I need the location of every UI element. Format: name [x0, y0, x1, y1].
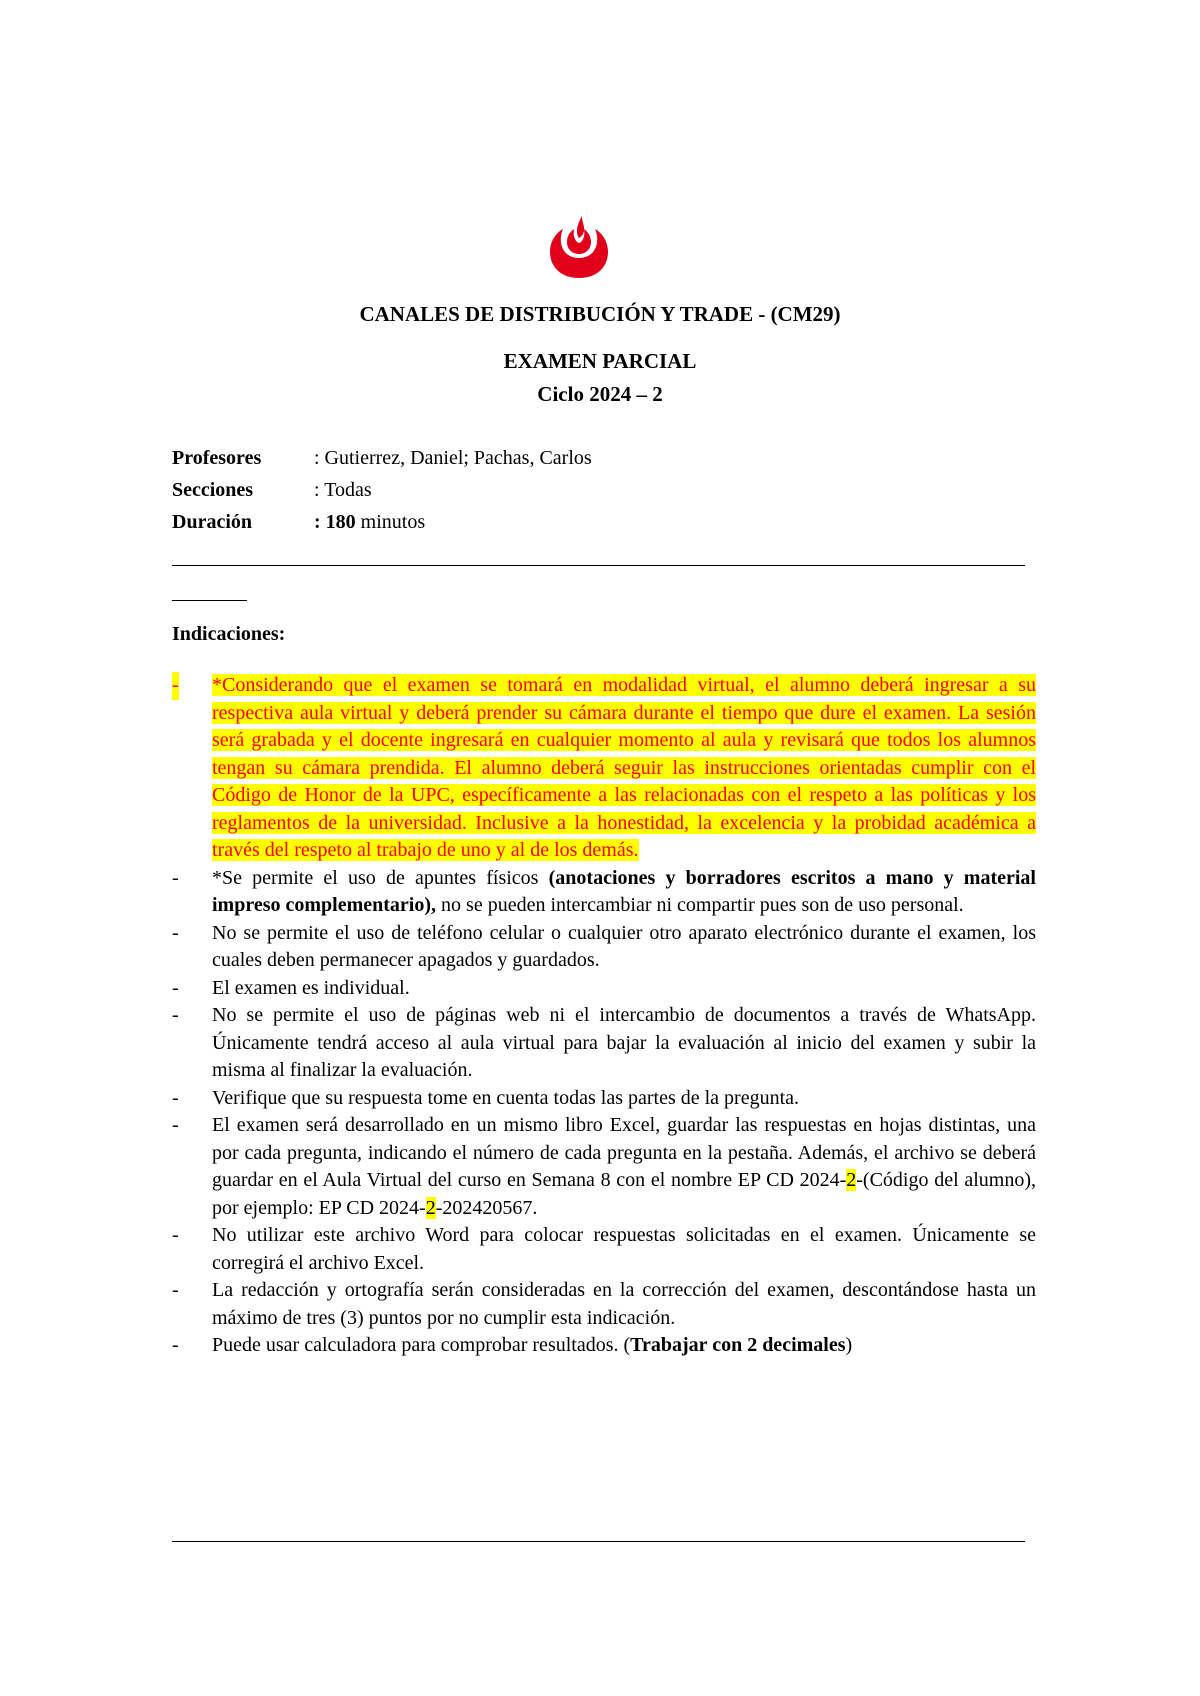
sections-label: Secciones	[172, 479, 254, 501]
separator-line-short	[172, 600, 247, 601]
list-item	[172, 975, 1036, 1003]
item-text-bold: (anotaciones y borradores escritos a mano y material impreso complementario),	[212, 866, 1036, 916]
list-item	[172, 1112, 1036, 1222]
indications-list	[172, 672, 1036, 1360]
cycle-title: Ciclo 2024 – 2	[537, 382, 663, 406]
bullet-dash: -	[172, 1224, 179, 1246]
bullet-dash: -	[172, 1114, 179, 1136]
item-text: -202420567.	[435, 1196, 538, 1219]
list-item	[172, 1222, 1036, 1277]
list-item	[172, 672, 1036, 865]
bullet-dash: -	[172, 672, 179, 700]
course-title: CANALES DE DISTRIBUCIÓN Y TRADE - (CM29)	[359, 302, 841, 326]
duration-unit: minutos	[355, 511, 426, 533]
item-text: *Se permite el uso de apuntes físicos	[212, 866, 549, 889]
duration-label: Duración	[172, 511, 252, 533]
bullet-dash: -	[172, 1004, 179, 1026]
bullet-dash: -	[172, 866, 179, 889]
bullet-dash: -	[172, 1086, 179, 1109]
virtual-exam-notice: *Considerando que el examen se tomará en modalidad virtual, el alumno deberá ingresar a su respectiva aula virtual y deberá prender su cámara durante el tiempo que dure el examen. La sesión será grabada y el docente ingresará en cualquier momento al aula y revisará que todos los alumnos tengan su cámara prendida. El alumno deberá seguir las instrucciones orientadas cumplir con el Código de Honor de la UPC, específicamente a las relacionadas con el respeto a las políticas y los reglamentos de la universidad. Inclusive a la honestidad, la excelencia y la probidad académica a través del respeto al trabajo de uno y al de los demás.	[212, 674, 1036, 861]
bullet-dash: -	[172, 1279, 179, 1301]
item-text: )	[845, 1334, 853, 1356]
professors-value: : Gutierrez, Daniel; Pachas, Carlos	[314, 447, 592, 469]
duration-colon: :	[314, 511, 326, 533]
list-item	[172, 1332, 1036, 1360]
item-text-bold: Trabajar con 2 decimales	[630, 1334, 846, 1356]
duration-row	[172, 506, 592, 538]
list-item	[172, 1277, 1036, 1332]
exam-meta	[172, 442, 592, 538]
list-item	[172, 865, 1036, 920]
item-text: Verifique que su respuesta tome en cuenta todas las partes de la pregunta.	[212, 1086, 800, 1109]
exam-title: EXAMEN PARCIAL	[503, 349, 697, 373]
item-text: No utilizar este archivo Word para colocar respuestas solicitadas en el examen. Únicamente se corregirá el archivo Excel.	[212, 1224, 1036, 1274]
list-item	[172, 1002, 1036, 1085]
separator-line	[172, 565, 1025, 566]
bullet-dash: -	[172, 1334, 179, 1356]
highlighted-cycle-number: 2	[425, 1196, 436, 1219]
item-text: El examen es individual.	[212, 976, 410, 999]
list-item	[172, 1085, 1036, 1113]
item-text: -(Código del alumno), por ejemplo: EP CD 2024-	[212, 1169, 1036, 1219]
professors-label: Profesores	[172, 447, 262, 469]
bottom-separator-line	[172, 1541, 1025, 1542]
duration-value	[314, 506, 425, 538]
list-item	[172, 920, 1036, 975]
professors-row	[172, 442, 592, 474]
item-text: No se permite el uso de teléfono celular o cualquier otro aparato electrónico durante el examen, los cuales deben permanecer apagados y guardados.	[212, 921, 1036, 971]
duration-number: 180	[325, 511, 356, 533]
sections-value: : Todas	[314, 479, 372, 501]
sections-row	[172, 474, 592, 506]
upc-logo	[546, 214, 612, 280]
item-text: La redacción y ortografía serán consideradas en la corrección del examen, descontándose hasta un máximo de tres (3) puntos por no cumplir esta indicación.	[212, 1279, 1036, 1329]
item-text: No se permite el uso de páginas web ni el intercambio de documentos a través de WhatsApp. Únicamente tendrá acceso al aula virtual para bajar la evaluación al inicio del examen y subir la misma al finalizar la evaluación.	[212, 1004, 1036, 1081]
item-text: Puede usar calculadora para comprobar resultados. (	[212, 1334, 631, 1356]
bullet-dash: -	[172, 976, 179, 999]
highlighted-cycle-number: 2	[846, 1169, 857, 1191]
indications-heading: Indicaciones:	[172, 623, 286, 645]
item-text: no se pueden intercambiar ni compartir pues son de uso personal.	[436, 894, 964, 916]
item-text: El examen será desarrollado en un mismo libro Excel, guardar las respuestas en hojas distintas, una por cada pregunta, indicando el número de cada pregunta en la pestaña. Además, el archivo se deberá guardar en el Aula Virtual del curso en Semana 8 con el nombre EP CD 2024-	[212, 1114, 1036, 1191]
bullet-dash: -	[172, 921, 179, 944]
